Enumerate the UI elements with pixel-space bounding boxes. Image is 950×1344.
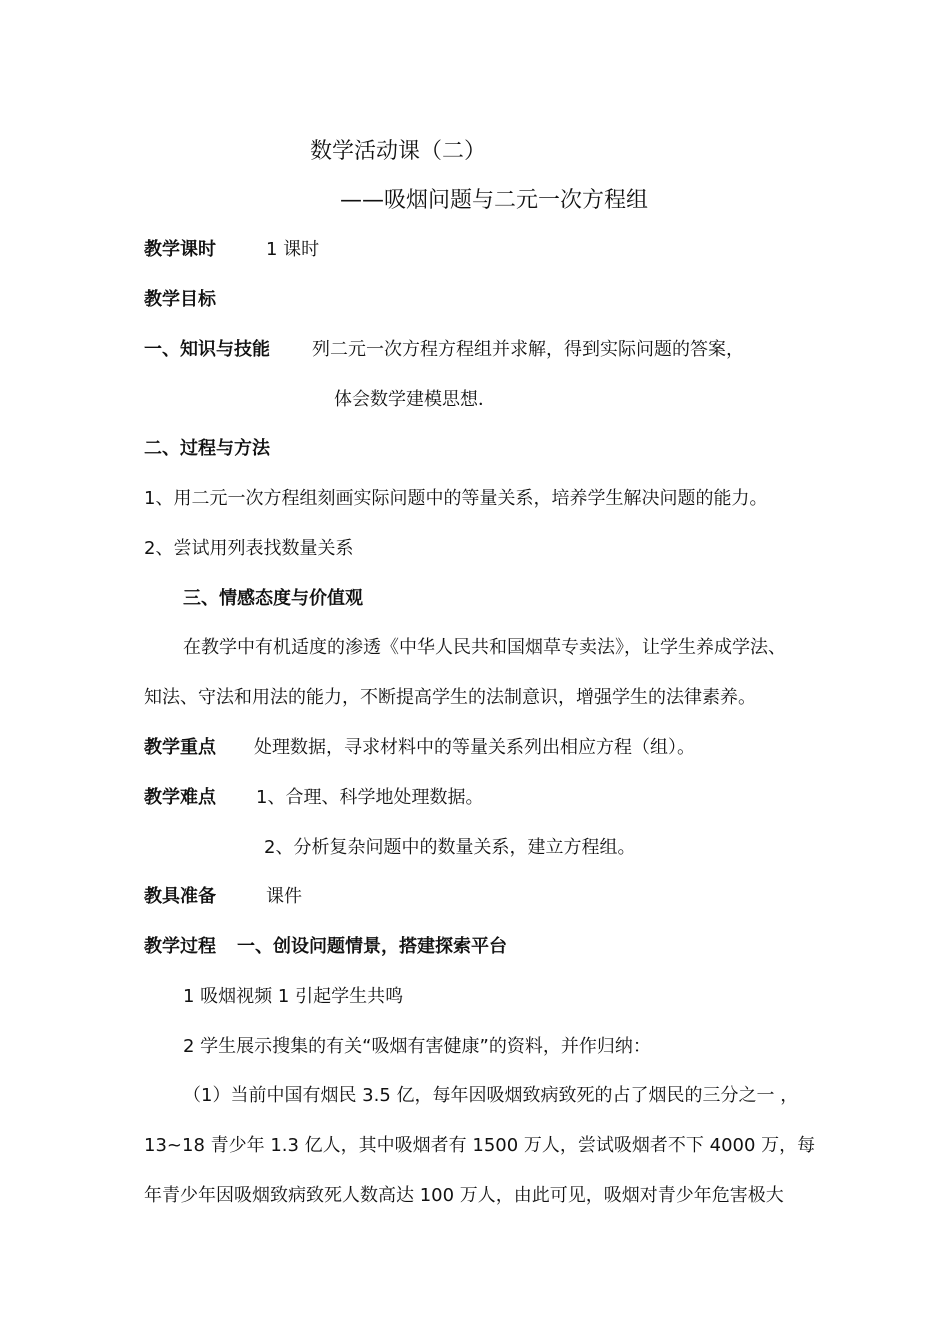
tools-text: 课件 (266, 886, 302, 907)
teaching-process-line2: 2 学生展示搜集的有关“吸烟有害健康”的资料，并作归纳： (183, 1036, 651, 1057)
hours-value: 1 课时 (266, 239, 320, 260)
difficulties-label: 教学难点 (144, 787, 216, 808)
document-title: 数学活动课（二） (310, 139, 487, 164)
key-points-text: 处理数据，寻求材料中的等量关系列出相应方程（组）。 (254, 737, 695, 758)
process-method-item2: 2、尝试用列表找数量关系 (144, 538, 354, 559)
knowledge-label: 一、知识与技能 (144, 339, 270, 360)
hours-label: 教学课时 (144, 239, 216, 260)
tools-label: 教具准备 (144, 886, 216, 907)
emotion-heading: 三、情感态度与价值观 (183, 588, 363, 609)
teaching-process-label: 教学过程 (144, 936, 216, 957)
objectives-heading: 教学目标 (144, 289, 216, 310)
teaching-process-paragraph-line3: 年青少年因吸烟致病致死人数高达 100 万人，由此可见，吸烟对青少年危害极大 (144, 1185, 784, 1206)
emotion-paragraph-line2: 知法、守法和用法的能力，不断提高学生的法制意识，增强学生的法律素养。 (144, 687, 756, 708)
document-subtitle: ——吸烟问题与二元一次方程组 (340, 188, 649, 213)
knowledge-text-line2: 体会数学建模思想． (334, 389, 496, 410)
process-method-item1: 1、用二元一次方程组刻画实际问题中的等量关系，培养学生解决问题的能力。 (144, 488, 768, 509)
teaching-process-paragraph-line1: （1）当前中国有烟民 3.5 亿，每年因吸烟致病致死的占了烟民的三分之一 ， (183, 1085, 799, 1106)
teaching-process-line1: 1 吸烟视频 1 引起学生共鸣 (183, 986, 404, 1007)
difficulties-item1: 1、合理、科学地处理数据。 (256, 787, 484, 808)
knowledge-text-line1: 列二元一次方程方程组并求解，得到实际问题的答案， (312, 339, 744, 360)
difficulties-item2: 2、分析复杂问题中的数量关系，建立方程组。 (264, 837, 636, 858)
process-method-heading: 二、过程与方法 (144, 438, 270, 459)
teaching-process-step1-title: 一、创设问题情景，搭建探索平台 (237, 936, 507, 957)
teaching-process-paragraph-line2: 13~18 青少年 1.3 亿人，其中吸烟者有 1500 万人，尝试吸烟者不下 4000 万，每 (144, 1135, 816, 1156)
emotion-paragraph-line1: 在教学中有机适度的渗透《中华人民共和国烟草专卖法》，让学生养成学法、 (183, 637, 786, 658)
key-points-label: 教学重点 (144, 737, 216, 758)
